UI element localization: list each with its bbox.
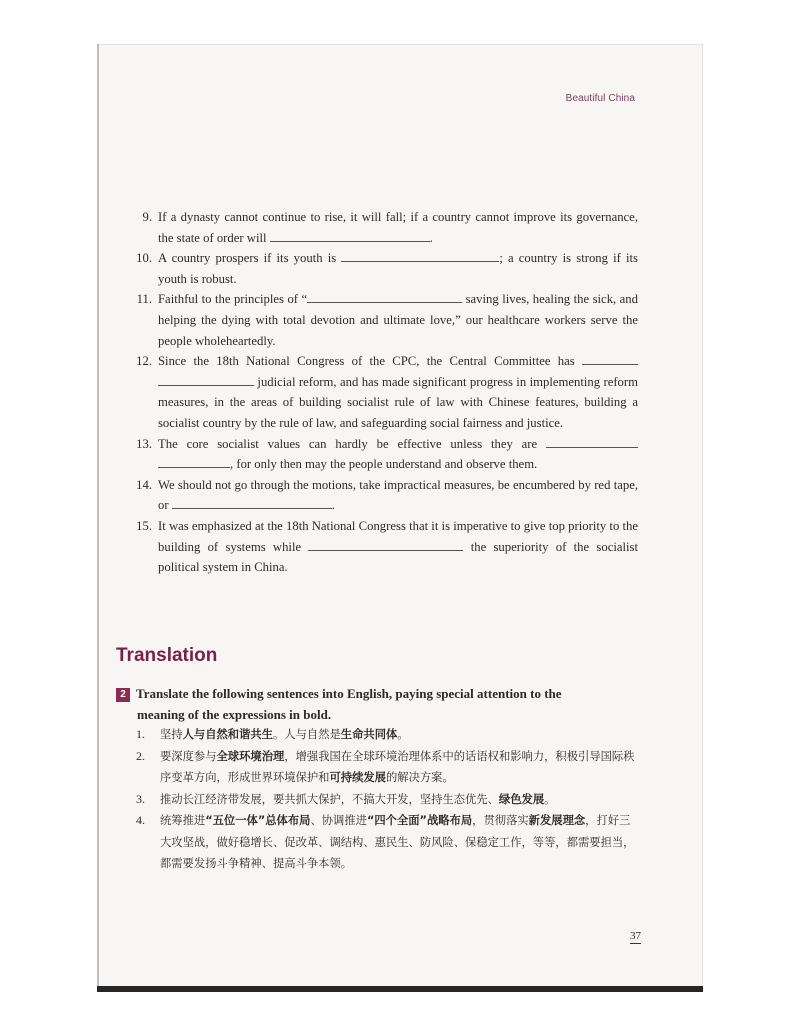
answer-blank-continued[interactable] <box>158 455 230 468</box>
bold-expression: 人与自然和谐共生 <box>182 728 273 741</box>
bold-expression: 全球环境治理 <box>216 749 285 763</box>
bold-expression: “四个全面”战略布局 <box>366 814 473 827</box>
question-text: . <box>429 230 433 245</box>
answer-blank[interactable] <box>582 352 638 365</box>
translation-item <box>136 724 640 746</box>
question-item <box>128 248 638 289</box>
question-number: 13. <box>136 436 152 451</box>
question-item <box>128 516 638 578</box>
item-text <box>160 793 555 806</box>
translation-item <box>136 810 640 875</box>
answer-blank-continued[interactable] <box>158 373 254 386</box>
question-text: We should not go through the motions, take impractical measures, be encumbered by red tape, or <box>158 477 638 513</box>
translation-item <box>136 746 640 789</box>
item-text-segment: 。 <box>544 792 556 806</box>
item-text <box>160 750 635 785</box>
question-number: 14. <box>136 477 152 492</box>
question-number: 9. <box>142 210 152 224</box>
exercise-number-badge: 2 <box>116 688 130 702</box>
question-text: It was emphasized at the 18th National Congress that it is imperative to give top priority to the building of systems while <box>158 518 638 554</box>
item-number: 1. <box>136 727 145 741</box>
question-item <box>128 475 638 516</box>
question-text: saving lives, healing the sick, and helping the dying with total devotion and ultimate love,” our healthcare workers serve the people wholeheartedly. <box>158 292 638 348</box>
question-item <box>128 434 638 475</box>
question-text: . <box>331 498 335 513</box>
bold-expression: 绿色发展 <box>498 792 545 806</box>
item-number: 2. <box>136 748 145 763</box>
exercise-instruction <box>116 683 640 725</box>
question-text: Since the 18th National Congress of the CPC, the Central Committee has <box>158 354 582 369</box>
translation-item <box>136 789 640 811</box>
bold-expression: 生命共同体 <box>340 728 398 741</box>
item-text-segment: ，打好三大攻坚战，做好稳增长、促改革、调结构、惠民生、防风险、保稳定工作，等等，都需要担当，都需要发扬斗争精神、提高斗争本领。 <box>160 814 635 870</box>
page-number: 37 <box>630 930 641 942</box>
question-text: the superiority of the socialist political system in China. <box>158 539 638 575</box>
instruction-text: meaning of the expressions in bold. <box>137 707 332 722</box>
question-number: 10. <box>136 251 152 266</box>
translation-list <box>136 724 640 875</box>
question-text: A country prospers if its youth is <box>158 251 342 266</box>
item-number: 3. <box>136 791 145 806</box>
question-item <box>128 351 638 433</box>
item-text <box>160 728 409 741</box>
question-number: 11. <box>136 292 152 307</box>
question-text: Faithful to the principles of “ <box>158 292 308 307</box>
item-text-segment: 推动长江经济带发展，要共抓大保护，不搞大开发，坚持生态优先、 <box>160 792 499 806</box>
question-text: If a dynasty cannot continue to rise, it will fall; if a country cannot improve its governance, the state of order will <box>158 210 638 245</box>
question-number: 15. <box>136 518 152 533</box>
fill-in-blank-list <box>128 207 638 578</box>
item-number: 4. <box>136 813 145 827</box>
answer-blank[interactable] <box>172 496 332 509</box>
bold-expression: “五位一体”总体布局 <box>205 814 311 827</box>
instruction-text: Translate the following sentences into English, paying special attention to the <box>136 686 562 701</box>
item-text-segment: 。人与自然是 <box>273 728 341 741</box>
question-text: , for only then may the people understand and observe them. <box>230 457 538 472</box>
answer-blank[interactable] <box>307 290 462 303</box>
answer-blank[interactable] <box>270 229 430 242</box>
item-text-segment: 要深度参与 <box>160 749 217 763</box>
question-item <box>128 289 638 351</box>
question-text: ; a country is strong if its youth is robust. <box>158 251 638 286</box>
bold-expression: 新发展理念 <box>528 814 586 827</box>
question-text: The core socialist values can hardly be effective unless they are <box>158 436 546 451</box>
answer-blank[interactable] <box>308 538 463 551</box>
item-text-segment: 的解决方案。 <box>385 771 454 784</box>
item-text <box>160 814 634 870</box>
question-number: 12. <box>136 354 152 369</box>
page-bottom-edge <box>97 986 703 992</box>
item-text-segment: 坚持 <box>160 728 183 741</box>
running-head: Beautiful China <box>565 93 635 104</box>
item-text-segment: ，贯彻落实 <box>472 814 529 827</box>
answer-blank[interactable] <box>546 435 638 448</box>
item-text-segment: 、协调推进 <box>310 814 367 827</box>
item-text-segment: 。 <box>397 728 409 741</box>
bold-expression: 可持续发展 <box>329 771 386 784</box>
question-item <box>128 207 638 248</box>
item-text-segment: 统筹推进 <box>160 814 206 827</box>
item-text-segment: ，增强我国在全球环境治理体系中的话语权和影响力，积极引导国际秩序变革方向，形成世界环境保护和 <box>160 749 635 784</box>
section-title: Translation <box>116 645 218 666</box>
answer-blank[interactable] <box>341 249 499 262</box>
question-text: judicial reform, and has made significant progress in implementing reform measures, in the areas of building socialist rule of law with Chinese features, building a socialist country by the rule of law, and safeguarding social fairness and justice. <box>158 374 638 430</box>
